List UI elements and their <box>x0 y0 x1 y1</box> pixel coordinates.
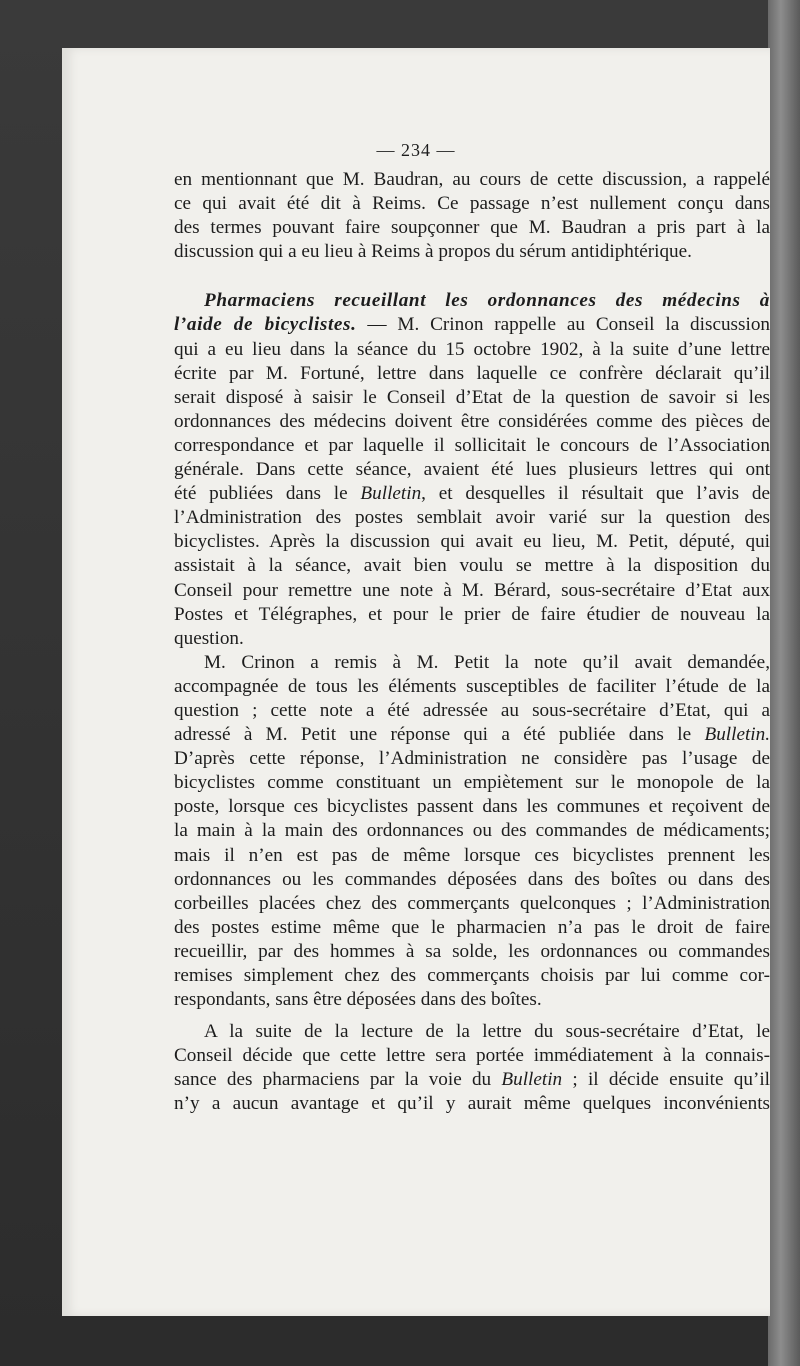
text-line: question. <box>174 627 244 649</box>
book-edge <box>768 0 800 1366</box>
text-line: accompagnée de tous les éléments susceptibles de faciliter l’étude de la <box>174 675 770 697</box>
text-line: remises simplement chez des commerçants choisis par lui comme cor- <box>174 965 770 986</box>
text-fragment: ; il décide ensuite qu’il <box>562 1069 771 1091</box>
text-line: question ; cette note a été adressée au sous-secrétaire d’Etat, qui a <box>174 699 770 721</box>
bulletin-italic: Bulletin <box>501 1069 563 1091</box>
text-line: ordonnances ou les commandes déposées dans des boîtes ou dans des <box>174 868 770 890</box>
text-line <box>174 482 770 506</box>
section-heading: Pharmaciens recueillant les ordonnances des médecins à <box>204 290 770 312</box>
text-line: respondants, sans être déposées dans des boîtes. <box>174 989 542 1011</box>
text-line: ordonnances des médecins doivent être considérées comme des pièces de <box>174 410 770 432</box>
page-number: — 234 — <box>376 140 456 160</box>
text-line: poste, lorsque ces bicyclistes passent dans les communes et reçoivent de <box>174 796 770 818</box>
text-line <box>174 1068 770 1092</box>
text-line: générale. Dans cette séance, avaient été lues plusieurs lettres qui ont <box>174 459 770 481</box>
section-heading-line <box>174 289 770 313</box>
text-line: des postes estime même que le pharmacien n’a pas le droit de faire <box>174 916 770 938</box>
text-line: A la suite de la lecture de la lettre du sous-secrétaire d’Etat, le <box>204 1021 770 1043</box>
text-line: Conseil pour remettre une note à M. Bérard, sous-secrétaire d’Etat aux <box>174 579 770 601</box>
bulletin-italic: Bulletin. <box>704 724 771 746</box>
text-line: correspondance et par laquelle il sollicitait le concours de l’Association <box>174 434 770 456</box>
text-line: bicyclistes comme constituant un empiètement sur le monopole de la <box>174 772 770 794</box>
text-line: la main à la main des ordonnances ou des commandes de médicaments; <box>174 820 770 842</box>
paragraph-gap <box>174 264 770 289</box>
text-fragment: M. Crinon rappelle au Conseil la discussion <box>397 314 771 336</box>
text-line: qui a eu lieu dans la séance du 15 octobre 1902, à la suite d’une lettre <box>174 338 770 360</box>
bulletin-italic: Bulletin <box>360 483 422 505</box>
dash: — <box>356 314 398 336</box>
text-line: des termes pouvant faire soupçonner que M. Baudran a pris part à la <box>174 217 770 239</box>
text-line: corbeilles placées chez des commerçants quelconques ; l’Administration <box>174 892 770 914</box>
section-heading-end: l’aide de bicyclistes. <box>174 314 357 336</box>
text-line: serait disposé à saisir le Conseil d’Etat de la question de savoir si les <box>174 386 770 408</box>
document-page <box>62 48 770 1316</box>
text-line: l’Administration des postes semblait avoir varié sur la question des <box>174 507 770 529</box>
text-line: discussion qui a eu lieu à Reims à propos du sérum antidiphtérique. <box>174 241 692 263</box>
text-line: en mentionnant que M. Baudran, au cours de cette discussion, a rappelé <box>174 169 770 190</box>
text-line: M. Crinon a remis à M. Petit la note qu’il avait demandée, <box>204 651 770 673</box>
text-line <box>174 313 770 337</box>
text-fragment: , et desquelles il résultait que l’avis de <box>421 483 771 505</box>
text-line: bicyclistes. Après la discussion qui avait eu lieu, M. Petit, député, qui <box>174 531 770 553</box>
text-line: Conseil décide que cette lettre sera portée immédiatement à la connais- <box>174 1045 770 1067</box>
text-line <box>174 723 770 747</box>
text-line: Postes et Télégraphes, et pour le prier de faire étudier de nouveau la <box>174 603 770 625</box>
text-line: écrite par M. Fortuné, lettre dans laquelle ce confrère déclarait qu’il <box>174 362 770 384</box>
paragraph-gap <box>174 1012 770 1020</box>
text-fragment: été publiées dans le <box>174 483 348 505</box>
text-line: recueillir, par des hommes à sa solde, les ordonnances ou commandes <box>174 940 770 962</box>
text-line: ce qui avait été dit à Reims. Ce passage n’est nullement conçu dans <box>174 193 770 215</box>
text-line: D’après cette réponse, l’Administration ne considère pas l’usage de <box>174 748 770 770</box>
text-line: n’y a aucun avantage et qu’il y aurait même quelques inconvénients <box>174 1093 770 1115</box>
text-line: assistait à la séance, avait bien voulu se mettre à la disposition du <box>174 555 770 577</box>
text-line: mais il n’en est pas de même lorsque ces bicyclistes prennent les <box>174 844 770 866</box>
text-fragment: adressé à M. Petit une réponse qui a été publiée dans le <box>174 724 692 746</box>
text-fragment: sance des pharmaciens par la voie du <box>174 1069 492 1091</box>
body-text <box>174 168 770 1117</box>
